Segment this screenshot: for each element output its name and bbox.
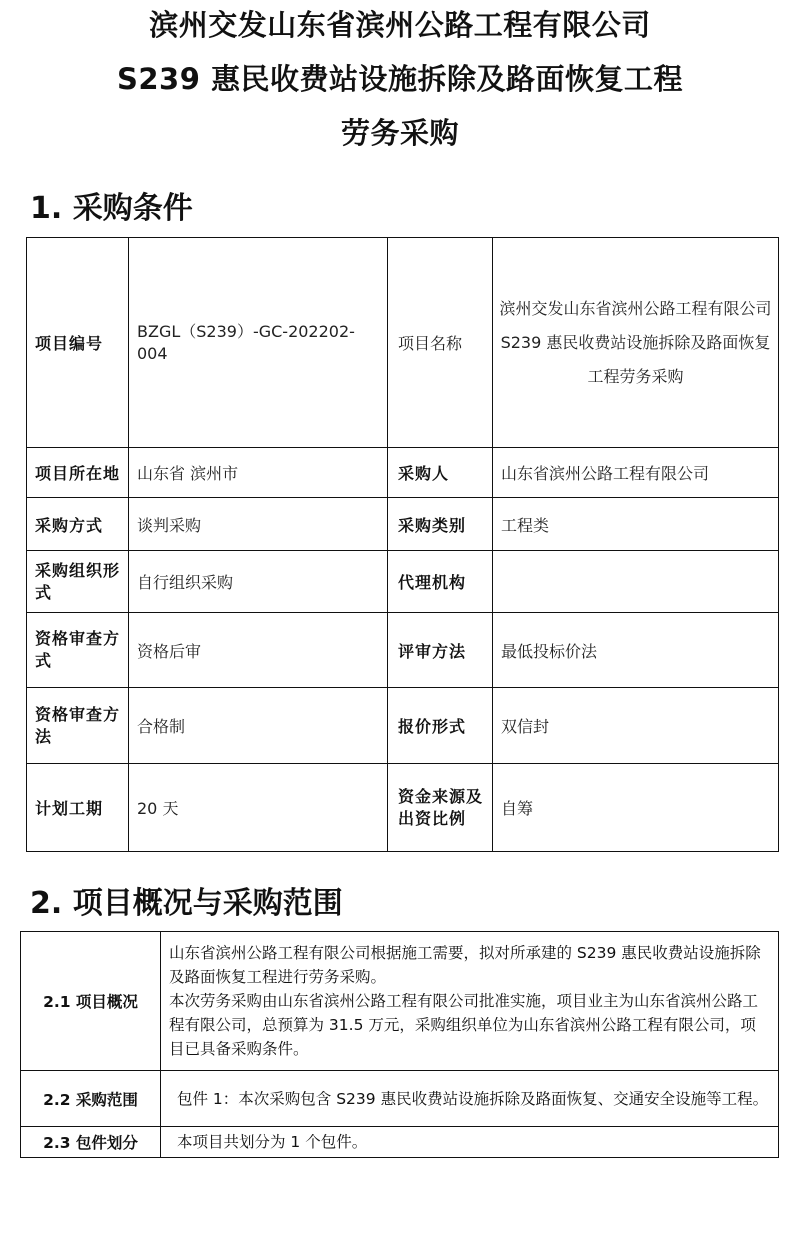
cell-label: 项目所在地 xyxy=(27,448,129,498)
cell-value: 20 天 xyxy=(129,764,388,852)
table-row xyxy=(27,238,779,448)
cell-value: 自筹 xyxy=(493,764,779,852)
section-2-heading: 2. 项目概况与采购范围 xyxy=(30,886,343,921)
cell-label: 资格审查方法 xyxy=(27,688,129,764)
doc-title-line-2: S239 惠民收费站设施拆除及路面恢复工程 xyxy=(116,62,684,96)
cell-label: 评审方法 xyxy=(388,613,493,688)
doc-title-line-1: 滨州交发山东省滨州公路工程有限公司 xyxy=(149,8,651,42)
cell-value: 山东省 滨州市 xyxy=(129,448,388,498)
paragraph: 本项目共划分为 1 个包件。 xyxy=(177,1133,368,1151)
cell-label: 报价形式 xyxy=(388,688,493,764)
cell-value: BZGL（S239）-GC-202202-004 xyxy=(129,238,388,448)
cell-value: 合格制 xyxy=(129,688,388,764)
cell-label: 资格审查方式 xyxy=(27,613,129,688)
paragraph: 包件 1：本次采购包含 S239 惠民收费站设施拆除及路面恢复、交通安全设施等工程。 xyxy=(177,1089,769,1108)
table-row xyxy=(27,764,779,852)
cell-value: 工程类 xyxy=(493,498,779,551)
cell-value xyxy=(161,1127,779,1158)
cell-value xyxy=(161,932,779,1071)
cell-label: 项目编号 xyxy=(27,238,129,448)
cell-label: 2.1 项目概况 xyxy=(21,932,161,1071)
cell-value: 谈判采购 xyxy=(129,498,388,551)
cell-label: 采购类别 xyxy=(388,498,493,551)
paragraph: 本次劳务采购由山东省滨州公路工程有限公司批准实施，项目业主为山东省滨州公路工程有限公司，总预算为 31.5 万元，采购组织单位为山东省滨州公路工程有限公司，项目已具备采购条件。 xyxy=(169,992,759,1058)
table-row xyxy=(27,498,779,551)
cell-label: 采购组织形式 xyxy=(27,551,129,613)
cell-value: 资格后审 xyxy=(129,613,388,688)
cell-label: 项目名称 xyxy=(388,238,493,448)
cell-value xyxy=(161,1071,779,1127)
cell-label: 采购人 xyxy=(388,448,493,498)
table-row xyxy=(27,448,779,498)
procurement-conditions-table xyxy=(26,237,779,852)
table-row xyxy=(21,1127,779,1158)
section-1-heading: 1. 采购条件 xyxy=(30,191,193,226)
project-overview-table xyxy=(20,931,779,1158)
cell-value: 双信封 xyxy=(493,688,779,764)
cell-label: 采购方式 xyxy=(27,498,129,551)
cell-label: 2.3 包件划分 xyxy=(21,1127,161,1158)
doc-title-line-3: 劳务采购 xyxy=(340,116,459,150)
table-row xyxy=(21,932,779,1071)
cell-value xyxy=(493,551,779,613)
cell-label: 资金来源及出资比例 xyxy=(388,764,493,852)
table-row xyxy=(21,1071,779,1127)
cell-label: 2.2 采购范围 xyxy=(21,1071,161,1127)
paragraph: 山东省滨州公路工程有限公司根据施工需要，拟对所承建的 S239 惠民收费站设施拆除及路面恢复工程进行劳务采购。 xyxy=(169,944,761,986)
cell-value: 自行组织采购 xyxy=(129,551,388,613)
cell-value: 山东省滨州公路工程有限公司 xyxy=(493,448,779,498)
cell-label: 代理机构 xyxy=(388,551,493,613)
cell-label: 计划工期 xyxy=(27,764,129,852)
table-row xyxy=(27,551,779,613)
cell-value: 滨州交发山东省滨州公路工程有限公司 S239 惠民收费站设施拆除及路面恢复工程劳务采购 xyxy=(493,238,779,448)
table-row xyxy=(27,613,779,688)
table-row xyxy=(27,688,779,764)
cell-value: 最低投标价法 xyxy=(493,613,779,688)
